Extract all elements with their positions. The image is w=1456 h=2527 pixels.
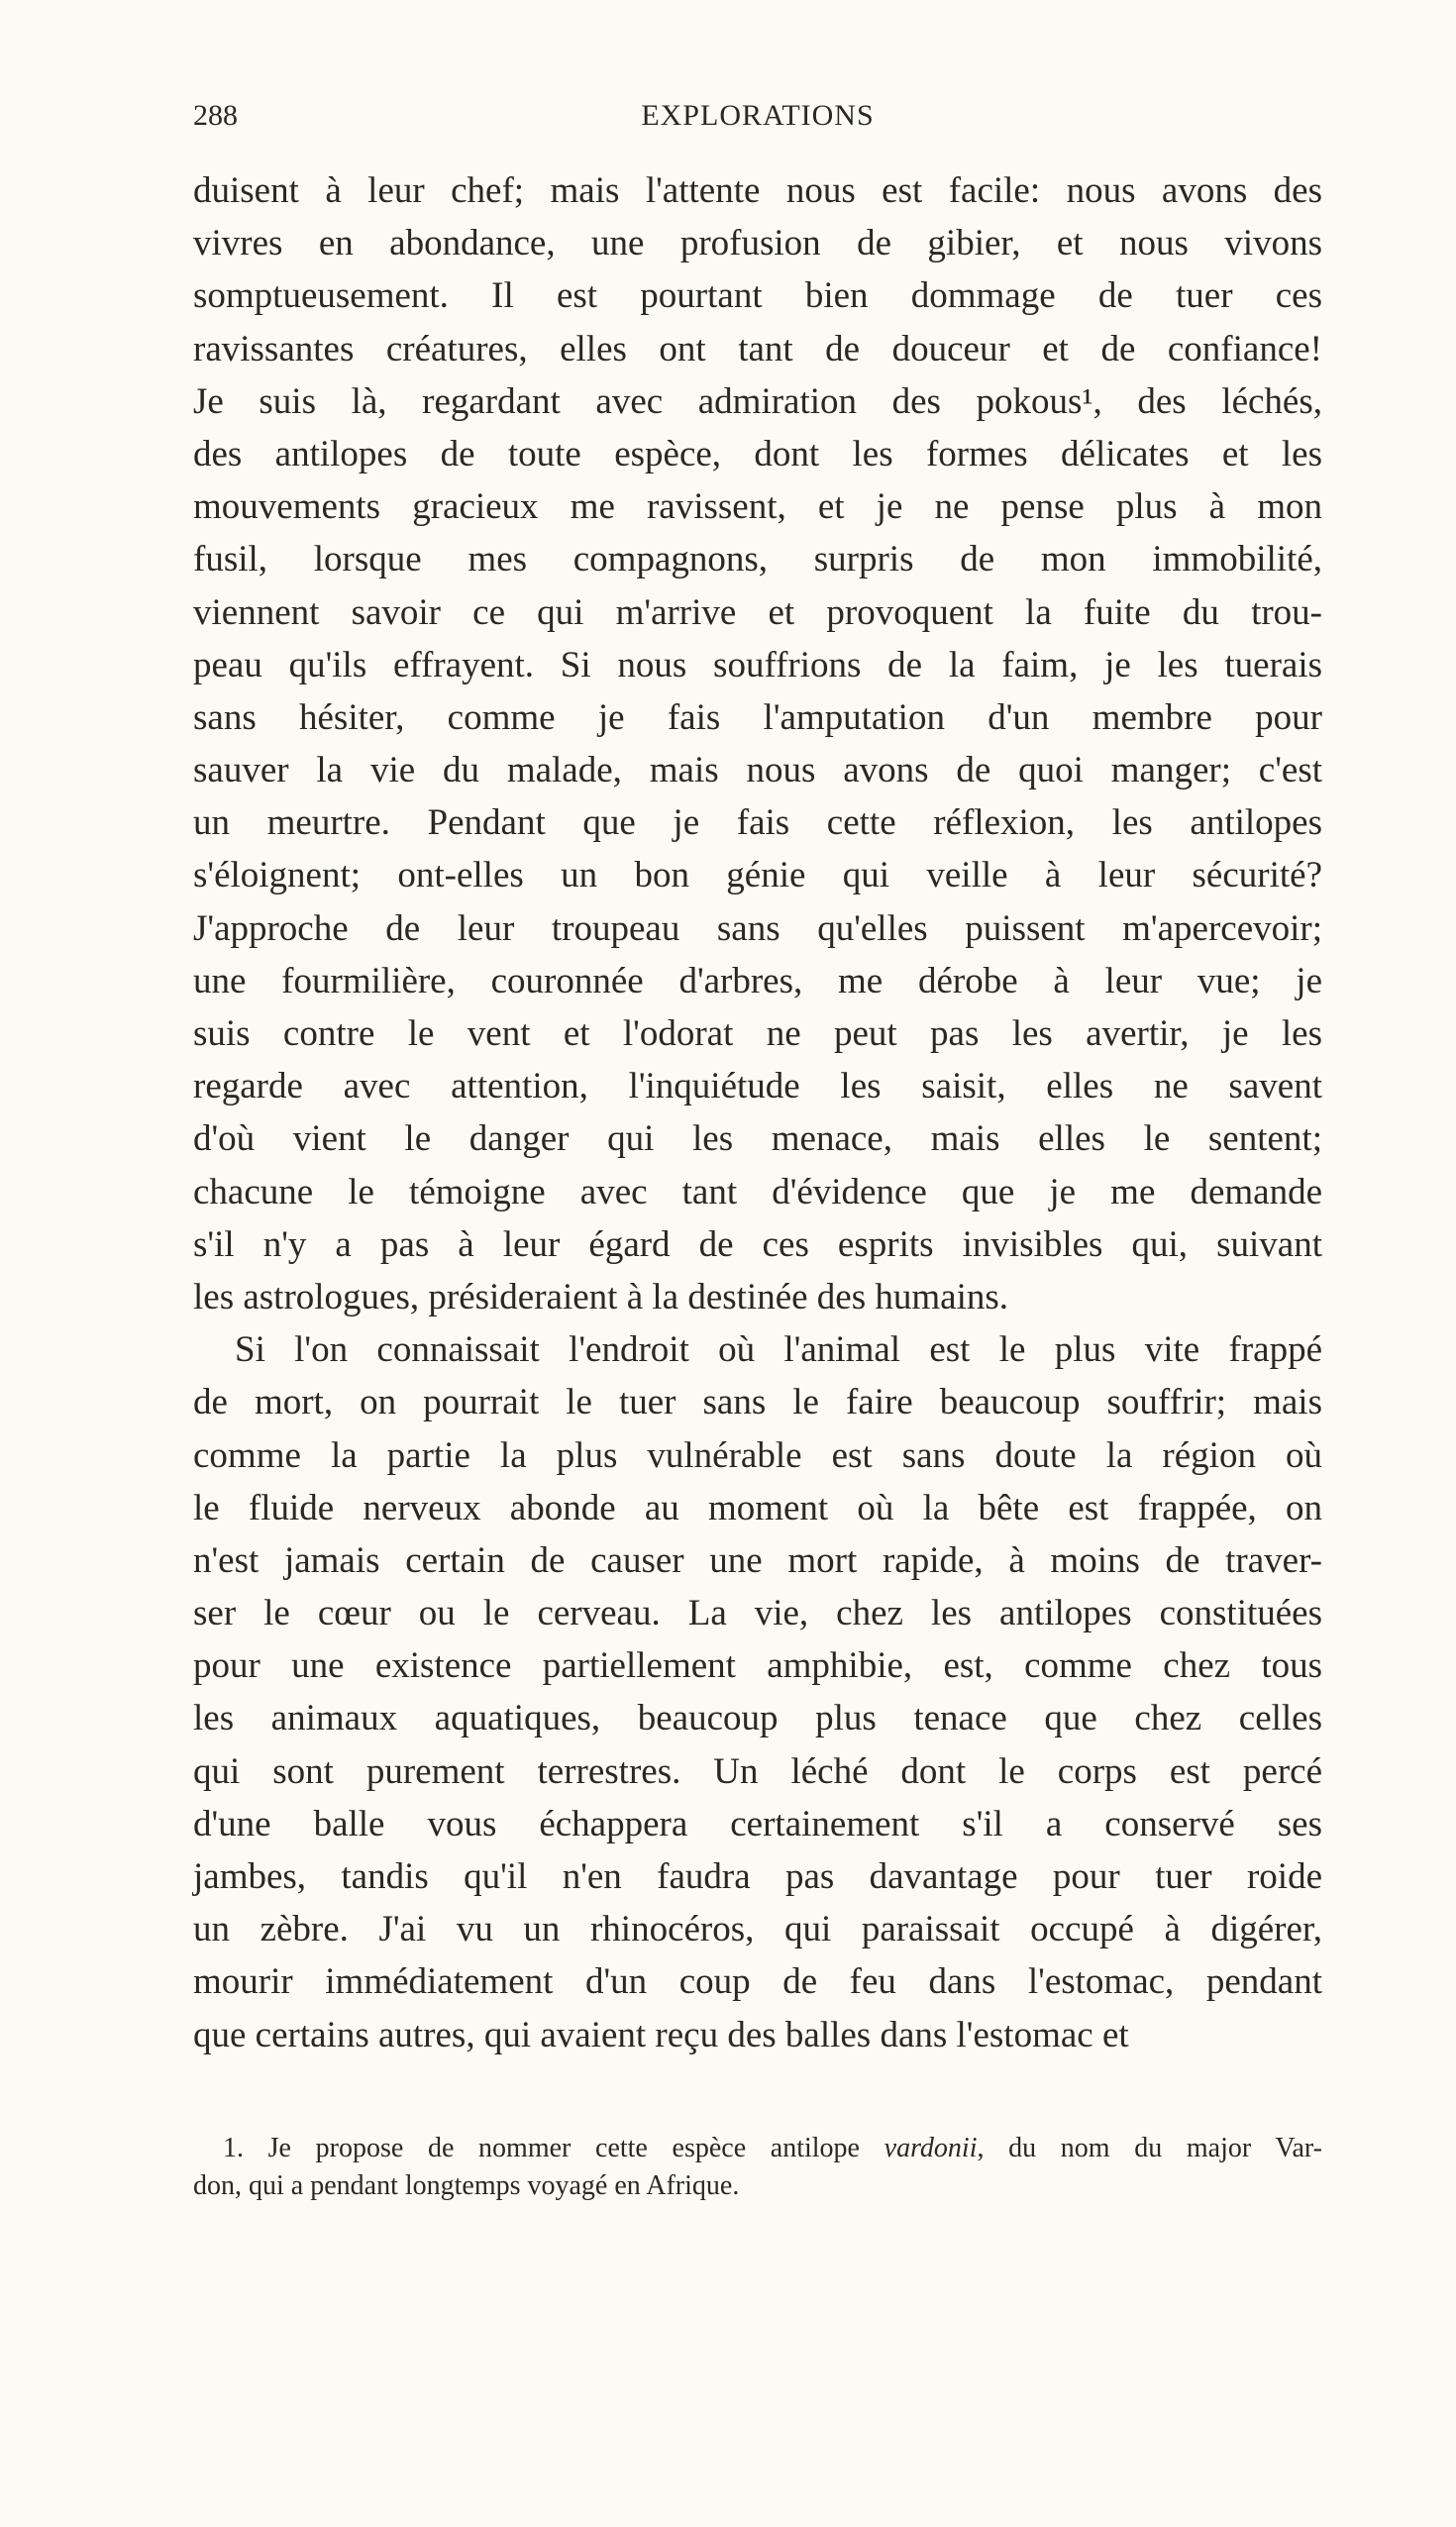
footnote-text: 1. Je propose de nommer cette espèce antilope [223, 2133, 884, 2163]
footnote-line: don, qui a pendant longtemps voyagé en Afrique. [193, 2170, 740, 2201]
text-line: les astrologues, présideraient à la destinée des humains. [193, 1276, 1008, 1317]
text-line: un meurtre. Pendant que je fais cette réflexion, les antilopes [193, 802, 1322, 844]
text-line: ravissantes créatures, elles ont tant de douceur et de confiance! [193, 328, 1322, 369]
text-line: d'une balle vous échappera certainement s'il a conservé ses [193, 1803, 1322, 1844]
text-line: sauver la vie du malade, mais nous avons de quoi manger; c'est [193, 750, 1322, 791]
text-line: des antilopes de toute espèce, dont les formes délicates et les [193, 433, 1322, 474]
running-header [193, 99, 1322, 143]
page-number: 288 [193, 99, 238, 132]
text-line: une fourmilière, couronnée d'arbres, me dérobe à leur vue; je [193, 960, 1322, 1001]
text-line: Je suis là, regardant avec admiration des pokous¹, des léchés, [193, 380, 1322, 422]
text-line: ser le cœur ou le cerveau. La vie, chez les antilopes constituées [193, 1593, 1322, 1634]
text-line: comme la partie la plus vulnérable est sans doute la région où [193, 1434, 1322, 1476]
footnote-line [193, 2130, 1322, 2167]
text-line: de mort, on pourrait le tuer sans le faire beaucoup souffrir; mais [193, 1382, 1322, 1423]
text-line: duisent à leur chef; mais l'attente nous est facile: nous avons des [193, 170, 1322, 211]
text-line: vivres en abondance, une profusion de gibier, et nous vivons [193, 223, 1322, 264]
body-text [193, 164, 1322, 2061]
text-line: mourir immédiatement d'un coup de feu dans l'estomac, pendant [193, 1961, 1322, 2003]
text-line: peau qu'ils effrayent. Si nous souffrions de la faim, je les tuerais [193, 644, 1322, 685]
footnote-species-name: vardonii [884, 2133, 978, 2163]
footnote-text: , du nom du major Var- [977, 2133, 1323, 2163]
running-title: EXPLORATIONS [641, 99, 875, 132]
text-line: Si l'on connaissait l'endroit où l'animal est le plus vite frappé [235, 1329, 1322, 1371]
text-line: regarde avec attention, l'inquiétude les saisit, elles ne savent [193, 1066, 1322, 1107]
text-line: d'où vient le danger qui les menace, mais elles le sentent; [193, 1118, 1322, 1160]
text-line: le fluide nerveux abonde au moment où la bête est frappée, on [193, 1487, 1322, 1528]
text-line: s'éloignent; ont-elles un bon génie qui veille à leur sécurité? [193, 855, 1322, 896]
footnote [193, 2130, 1322, 2205]
text-line: que certains autres, qui avaient reçu des balles dans l'estomac et [193, 2014, 1129, 2055]
text-line: s'il n'y a pas à leur égard de ces esprits invisibles qui, suivant [193, 1223, 1322, 1265]
text-line: n'est jamais certain de causer une mort rapide, à moins de traver- [193, 1539, 1322, 1581]
text-line: J'approche de leur troupeau sans qu'elles puissent m'apercevoir; [193, 907, 1322, 949]
text-line: mouvements gracieux me ravissent, et je ne pense plus à mon [193, 486, 1322, 528]
text-line: les animaux aquatiques, beaucoup plus tenace que chez celles [193, 1698, 1322, 1739]
text-line: jambes, tandis qu'il n'en faudra pas davantage pour tuer roide [193, 1856, 1322, 1897]
text-line: viennent savoir ce qui m'arrive et provoquent la fuite du trou- [193, 591, 1322, 633]
text-line: fusil, lorsque mes compagnons, surpris de mon immobilité, [193, 539, 1322, 580]
text-line: un zèbre. J'ai vu un rhinocéros, qui paraissait occupé à digérer, [193, 1909, 1322, 1950]
text-line: somptueusement. Il est pourtant bien dommage de tuer ces [193, 275, 1322, 317]
text-line: chacune le témoigne avec tant d'évidence que je me demande [193, 1171, 1322, 1212]
text-line: suis contre le vent et l'odorat ne peut pas les avertir, je les [193, 1013, 1322, 1054]
text-line: qui sont purement terrestres. Un léché dont le corps est percé [193, 1750, 1322, 1792]
text-line: pour une existence partiellement amphibie, est, comme chez tous [193, 1645, 1322, 1687]
text-line: sans hésiter, comme je fais l'amputation d'un membre pour [193, 696, 1322, 738]
